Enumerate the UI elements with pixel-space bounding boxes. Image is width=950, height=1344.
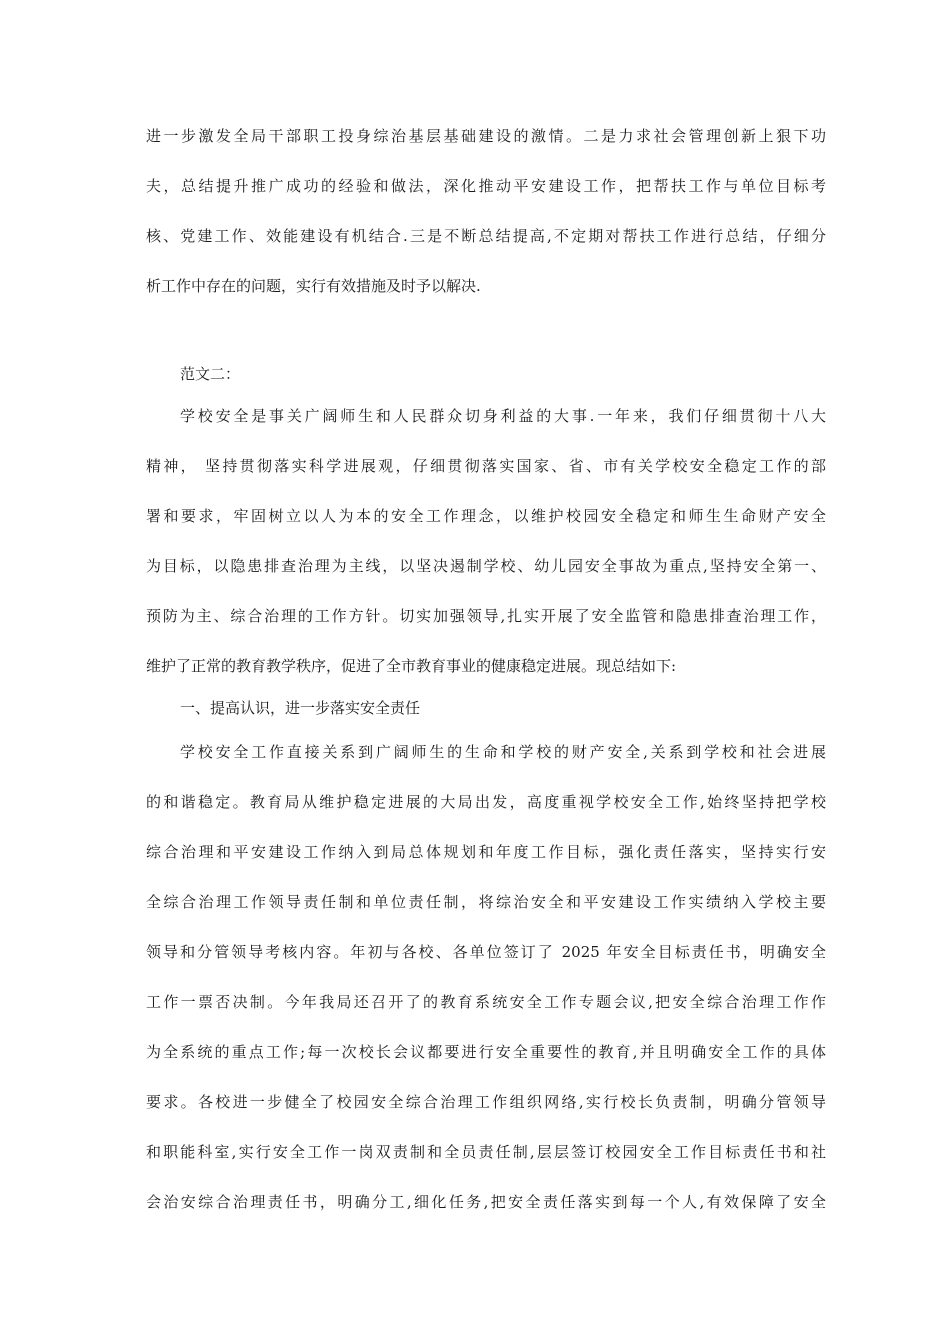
paragraph-line: 会治安综合治理责任书，明确分工,细化任务,把安全责任落实到每一个人,有效保障了安全 [146, 1193, 826, 1211]
paragraph-line: 要求。各校进一步健全了校园安全综合治理工作组织网络,实行校长负责制，明确分管领导 [146, 1093, 826, 1111]
paragraph-line: 综合治理和平安建设工作纳入到局总体规划和年度工作目标，强化责任落实，坚持实行安 [146, 843, 826, 861]
paragraph-line: 维护了正常的教育教学秩序，促进了全市教育事业的健康稳定进展。现总结如下: [146, 657, 677, 675]
paragraph-line: 核、党建工作、效能建设有机结合.三是不断总结提高,不定期对帮扶工作进行总结，仔细分 [146, 227, 826, 245]
paragraph-line: 全综合治理工作领导责任制和单位责任制，将综治安全和平安建设工作实绩纳入学校主要 [146, 893, 826, 911]
paragraph-line: 夫，总结提升推广成功的经验和做法，深化推动平安建设工作，把帮扶工作与单位目标考 [146, 177, 826, 195]
paragraph-line: 析工作中存在的问题，实行有效措施及时予以解决. [146, 277, 481, 295]
paragraph-line: 的和谐稳定。教育局从维护稳定进展的大局出发，高度重视学校安全工作,始终坚持把学校 [146, 793, 826, 811]
paragraph-line: 为目标，以隐患排查治理为主线，以坚决遏制学校、幼儿园安全事故为重点,坚持安全第一、 [146, 557, 826, 575]
paragraph-line: 领导和分管领导考核内容。年初与各校、各单位签订了 2025 年安全目标责任书，明确安全 [146, 943, 826, 961]
paragraph-line: 为全系统的重点工作;每一次校长会议都要进行安全重要性的教育,并且明确安全工作的具体 [146, 1043, 826, 1061]
section-heading: 范文二： [180, 365, 241, 383]
paragraph-line: 学校安全工作直接关系到广阔师生的生命和学校的财产安全,关系到学校和社会进展 [180, 743, 826, 761]
paragraph-line: 和职能科室,实行安全工作一岗双责制和全员责任制,层层签订校园安全工作目标责任书和社 [146, 1143, 826, 1161]
paragraph-line: 进一步激发全局干部职工投身综治基层基础建设的激情。二是力求社会管理创新上狠下功 [146, 127, 826, 145]
paragraph-line: 工作一票否决制。今年我局还召开了的教育系统安全工作专题会议,把安全综合治理工作作 [146, 993, 826, 1011]
paragraph-line: 署和要求，牢固树立以人为本的安全工作理念，以维护校园安全稳定和师生生命财产安全 [146, 507, 826, 525]
paragraph-line: 预防为主、综合治理的工作方针。切实加强领导,扎实开展了安全监管和隐患排查治理工作， [146, 607, 826, 625]
paragraph-line: 精神， 坚持贯彻落实科学进展观，仔细贯彻落实国家、省、市有关学校安全稳定工作的部 [146, 457, 826, 475]
paragraph-line: 学校安全是事关广阔师生和人民群众切身利益的大事.一年来，我们仔细贯彻十八大 [180, 407, 826, 425]
section-heading: 一、提高认识，进一步落实安全责任 [180, 699, 421, 717]
